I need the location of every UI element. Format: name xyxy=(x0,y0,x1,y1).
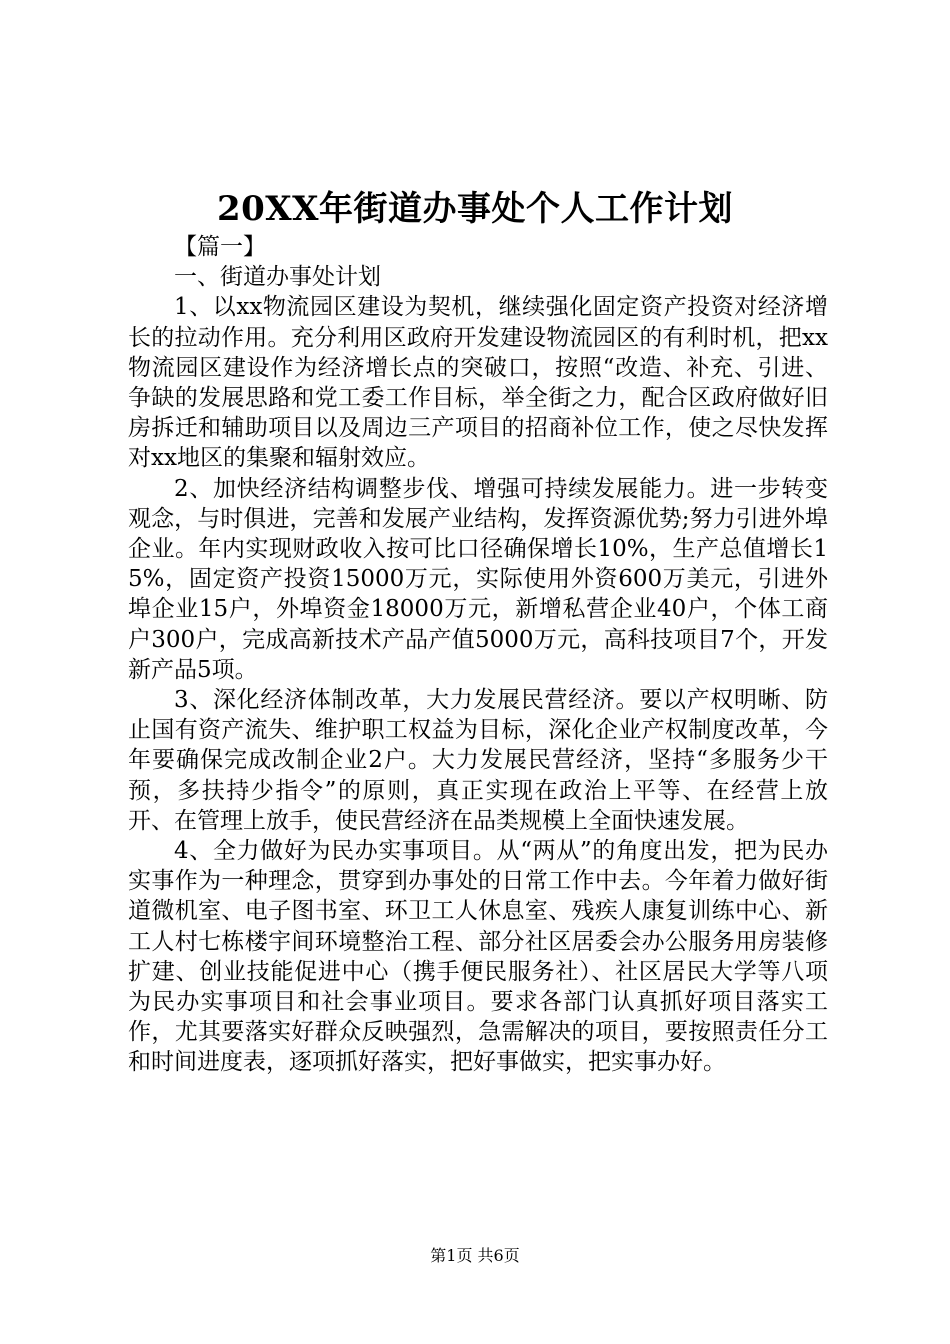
document-title: 20XX年街道办事处个人工作计划 xyxy=(216,189,734,229)
paragraph-1: 1、以xx物流园区建设为契机，继续强化固定资产投资对经济增长的拉动作用。充分利用区政府开发建设物流园区的有利时机，把xx物流园区建设作为经济增长点的突破口，按照“改造、补充、引进、争缺的发展思路和党工委工作目标，举全街之力，配合区政府做好旧房拆迁和辅助项目以及周边三产项目的招商补位工作，使之尽快发挥对xx地区的集聚和辐射效应。 xyxy=(128,294,828,472)
section-heading: 一、街道办事处计划 xyxy=(174,264,381,291)
paragraph-2: 2、加快经济结构调整步伐、增强可持续发展能力。进一步转变观念，与时俱进，完善和发展产业结构，发挥资源优势;努力引进外埠企业。年内实现财政收入按可比口径确保增长10%，生产总值增长15%，固定资产投资15000万元，实际使用外资600万美元，引进外埠企业15户，外埠资金18000万元，新增私营企业40户，个体工商户300户，完成高新技术产品产值5000万元，高科技项目7个，开发新产品5项。 xyxy=(128,475,828,683)
document-body xyxy=(128,232,828,1078)
page-footer: 第1页 共6页 xyxy=(430,1246,520,1265)
paragraph-4: 4、全力做好为民办实事项目。从“两从”的角度出发，把为民办实事作为一种理念，贯穿到办事处的日常工作中去。今年着力做好街道微机室、电子图书室、环卫工人休息室、残疾人康复训练中心、新工人村七栋楼宇间环境整治工程、部分社区居委会办公服务用房装修扩建、创业技能促进中心（携手便民服务社）、社区居民大学等八项为民办实事项目和社会事业项目。要求各部门认真抓好项目落实工作，尤其要落实好群众反映强烈，急需解决的项目，要按照责任分工和时间进度表，逐项抓好落实，把好事做实，把实事办好。 xyxy=(128,838,828,1076)
section-label: 【篇一】 xyxy=(174,234,266,260)
paragraph-3: 3、深化经济体制改革，大力发展民营经济。要以产权明晰、防止国有资产流失、维护职工权益为目标，深化企业产权制度改革，今年要确保完成改制企业2户。大力发展民营经济，坚持“多服务少干预，多扶持少指令”的原则，真正实现在政治上平等、在经营上放开、在管理上放手，使民营经济在品类规模上全面快速发展。 xyxy=(128,687,828,834)
